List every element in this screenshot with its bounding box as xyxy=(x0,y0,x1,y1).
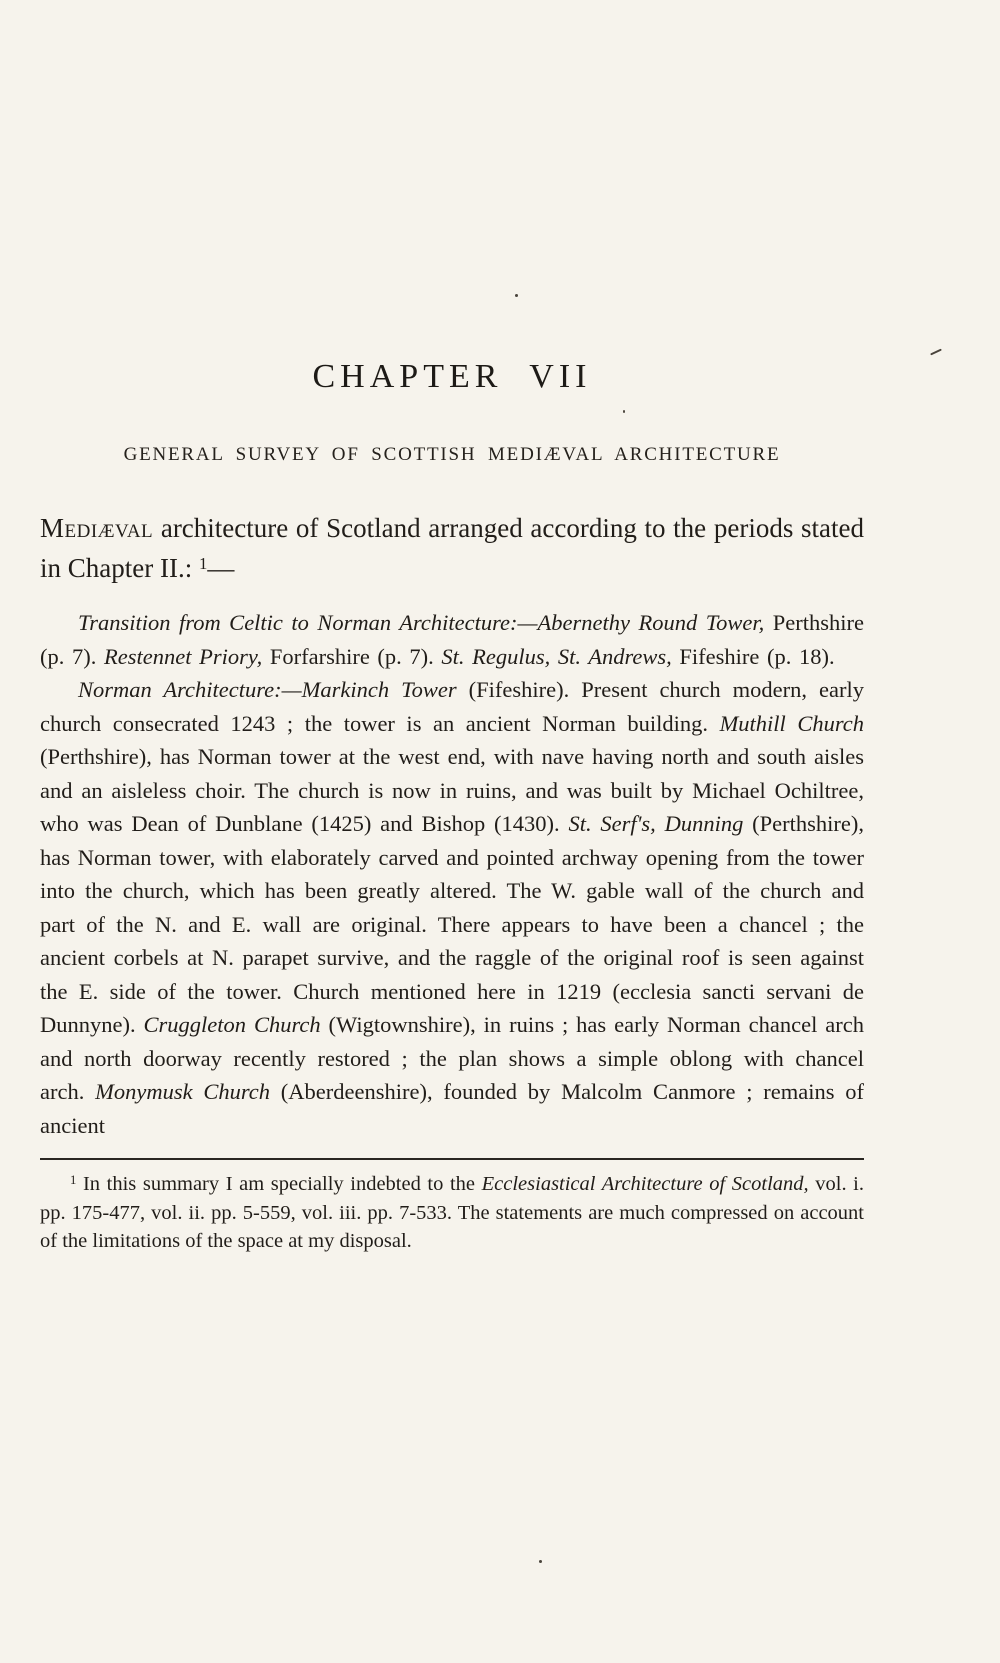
text-segment: Norman Architecture:—Markinch Tower xyxy=(78,677,457,702)
text-segment: Restennet Priory, xyxy=(104,643,263,669)
text-segment: (Fifeshire). Present church modern, early church consecrated 1243 ; the tower is an ancient Norman building. xyxy=(40,677,865,736)
text-segment: Muthill Church xyxy=(719,710,864,736)
text-segment: (Perthshire), has Norman tower at the west end, with nave having north and south aisles and an aisleless choir. The church is now in ruins, and was built by Michael Ochiltree, who was Dean of Dunblane (1425) and Bishop (1430). xyxy=(40,744,864,836)
scan-speck xyxy=(930,349,942,356)
paragraph-transition-period xyxy=(40,606,864,673)
scan-speck xyxy=(623,410,625,413)
footnote xyxy=(40,1170,864,1256)
text-segment: (Wigtownshire), in ruins ; has early Norman chancel arch and north doorway recently restored ; the plan shows a simple oblong with chancel arch. xyxy=(40,1012,864,1104)
footnote-rule xyxy=(40,1158,864,1160)
text-segment: Ecclesiastical Architecture of Scotland, xyxy=(481,1173,809,1195)
text-segment: 1 xyxy=(198,554,208,574)
text-segment: Forfarshire (p. 7). xyxy=(262,643,442,669)
text-segment: Transition from Celtic to Norman Architecture:—Abernethy Round Tower, xyxy=(78,610,765,635)
text-segment: (Aberdeenshire), founded by Malcolm Canmore ; remains of ancient xyxy=(40,1079,865,1138)
scan-speck xyxy=(539,1560,542,1563)
chapter-title: CHAPTER VII xyxy=(312,358,592,395)
paragraph-norman-architecture xyxy=(40,673,864,1142)
text-block xyxy=(40,0,864,1256)
text-segment: vol. i. pp. 175-477, vol. ii. pp. 5-559, vol. iii. pp. 7-533. The statements are much compressed on account of the limitations of the space at my disposal. xyxy=(40,1173,864,1252)
text-segment: Fifeshire (p. 18). xyxy=(671,643,835,669)
text-segment: architecture of Scotland arranged according to the periods stated in Chapter II.: xyxy=(40,513,864,583)
text-segment: (Perthshire), has Norman tower, with elaborately carved and pointed archway opening from the tower into the church, which has been greatly altered. The W. gable wall of the church and part of the N. and E. wall are original. There appears to have been a chancel ; the ancient corbels at N. parapet survive, and the raggle of the original roof is seen against the E. side of the tower. Church mentioned here in 1219 (ecclesia sancti servani de Dunnyne). xyxy=(40,811,864,1037)
text-segment: — xyxy=(207,553,235,583)
text-segment: 1 xyxy=(70,1173,77,1188)
intro-paragraph xyxy=(40,508,864,588)
text-segment: St. Regulus, St. Andrews, xyxy=(441,643,672,669)
scan-speck xyxy=(515,294,518,297)
text-segment: Cruggleton Church xyxy=(143,1012,321,1037)
text-segment: Monymusk Church xyxy=(95,1079,271,1104)
text-segment: St. Serf's, Dunning xyxy=(568,811,744,836)
text-segment: Mediæval xyxy=(40,513,154,543)
text-segment: In this summary I am specially indebted to the xyxy=(76,1173,482,1195)
section-heading: GENERAL SURVEY OF SCOTTISH MEDIÆVAL ARCHITECTURE xyxy=(123,444,781,465)
text-segment: Perthshire (p. 7). xyxy=(40,610,864,669)
